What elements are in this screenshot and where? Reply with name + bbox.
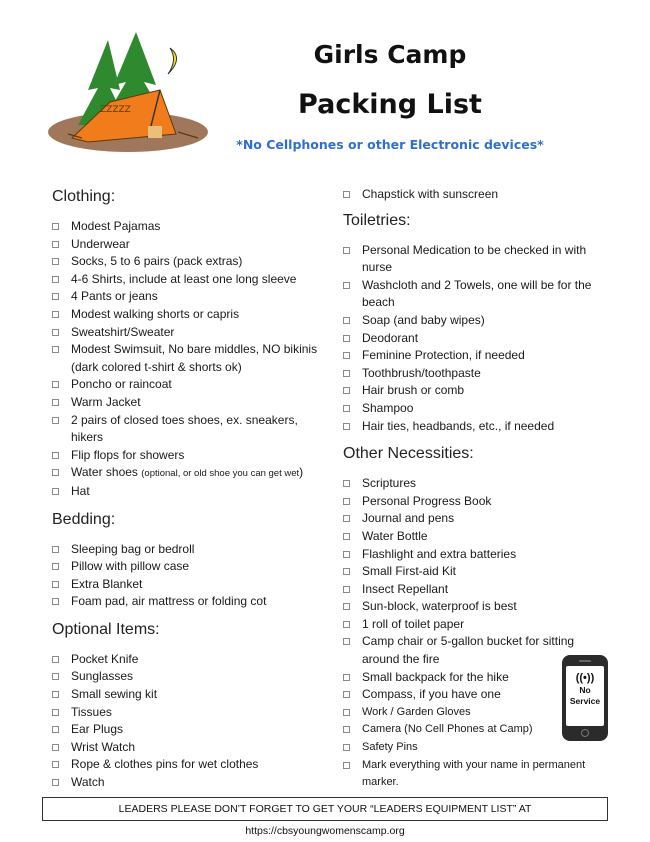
checkbox-icon[interactable]: [343, 551, 350, 558]
page-title-line1: Girls Camp: [313, 40, 467, 69]
left-column: [52, 186, 322, 800]
phone-speaker-icon: [579, 660, 591, 662]
checkbox-icon[interactable]: [343, 317, 350, 324]
item-note: (optional, or old shoe you can get wet: [141, 468, 300, 480]
checkbox-icon[interactable]: [343, 744, 350, 751]
checkbox-icon[interactable]: [52, 276, 59, 283]
checkbox-icon[interactable]: [52, 417, 59, 424]
checkbox-icon[interactable]: [52, 709, 59, 716]
checkbox-icon[interactable]: [343, 621, 350, 628]
checklist-item[interactable]: Pocket Knife: [52, 651, 322, 669]
checkbox-icon[interactable]: [52, 563, 59, 570]
checkbox-icon[interactable]: [343, 480, 350, 487]
checkbox-icon[interactable]: [52, 452, 59, 459]
section-toiletries: [343, 210, 608, 436]
section-heading: Toiletries:: [343, 211, 411, 229]
checkbox-icon[interactable]: [52, 761, 59, 768]
checkbox-icon[interactable]: [343, 709, 350, 716]
checklist-item[interactable]: Underwear: [52, 236, 322, 254]
checklist-item[interactable]: Deodorant: [343, 330, 608, 348]
checklist-item[interactable]: Flashlight and extra batteries: [343, 546, 608, 564]
no-electronics-notice: *No Cellphones or other Electronic devices*: [236, 137, 544, 152]
checkbox-icon[interactable]: [52, 656, 59, 663]
checkbox-icon[interactable]: [343, 586, 350, 593]
checklist-item[interactable]: Personal Progress Book: [343, 493, 608, 511]
tent-campsite-clipart: [48, 30, 218, 155]
checkbox-icon[interactable]: [343, 370, 350, 377]
phone-screen: ((•)) No Service: [566, 666, 604, 726]
checklist-item[interactable]: Sweatshirt/Sweater: [52, 324, 322, 342]
checkbox-icon[interactable]: [52, 381, 59, 388]
checkbox-icon[interactable]: [343, 568, 350, 575]
checklist-item[interactable]: Water shoes (optional, or old shoe you can get wet): [52, 464, 322, 483]
checklist-item[interactable]: Rope & clothes pins for wet clothes: [52, 756, 322, 774]
checklist: [52, 218, 322, 501]
checklist-item[interactable]: 2 pairs of closed toes shoes, ex. sneakers, hikers: [52, 412, 322, 447]
checklist-item[interactable]: Camp chair or 5-gallon bucket for sitting around the fire: [343, 633, 608, 668]
section-bedding: [52, 509, 322, 611]
antenna-signal-icon: ((•)): [575, 672, 595, 684]
checklist-item[interactable]: Pillow with pillow case: [52, 558, 322, 576]
checkbox-icon[interactable]: [343, 352, 350, 359]
section-heading: Optional Items:: [52, 620, 160, 638]
checkbox-icon[interactable]: [343, 335, 350, 342]
section-heading: Clothing:: [52, 188, 116, 205]
section-heading: Other Necessities:: [343, 445, 474, 463]
checkbox-icon[interactable]: [343, 498, 350, 505]
checklist-item[interactable]: Watch: [52, 774, 322, 792]
svg-text:ZZZZZ: ZZZZZ: [100, 105, 131, 115]
checklist: [343, 242, 608, 436]
checkbox-icon[interactable]: [52, 223, 59, 230]
checkbox-icon[interactable]: [343, 515, 350, 522]
section-clothing: [52, 186, 322, 501]
checklist-item[interactable]: 4-6 Shirts, include at least one long sleeve: [52, 271, 322, 289]
checkbox-icon[interactable]: [52, 546, 59, 553]
checkbox-icon[interactable]: [343, 387, 350, 394]
checklist-item[interactable]: Small sewing kit: [52, 686, 322, 704]
checkbox-icon[interactable]: [52, 673, 59, 680]
checkbox-icon[interactable]: [343, 726, 350, 733]
checklist-item[interactable]: Foam pad, air mattress or folding cot: [52, 593, 322, 611]
checkbox-icon[interactable]: [343, 405, 350, 412]
checklist-item[interactable]: Mark everything with your name in permanent marker.: [343, 757, 617, 792]
checklist-item[interactable]: Water Bottle: [343, 528, 608, 546]
checkbox-icon[interactable]: [52, 311, 59, 318]
checklist-item[interactable]: Flip flops for showers: [52, 447, 322, 465]
checklist-item[interactable]: Small backpack for the hike: [343, 669, 608, 687]
checkbox-icon[interactable]: [343, 282, 350, 289]
checklist-item[interactable]: Small First-aid Kit: [343, 563, 608, 581]
checkbox-icon[interactable]: [343, 674, 350, 681]
page-title-line2: Packing List: [298, 89, 482, 120]
checkbox-icon[interactable]: [52, 744, 59, 751]
checklist-item[interactable]: Washcloth and 2 Towels, one will be for the beach: [343, 277, 608, 312]
checkbox-icon[interactable]: [52, 598, 59, 605]
checkbox-icon[interactable]: [343, 762, 350, 769]
leaders-notice-footer: LEADERS PLEASE DON’T FORGET TO GET YOUR “LEADERS EQUIPMENT LIST” AT https://cbsyoungwomenscamp.org: [42, 797, 608, 821]
checklist-item[interactable]: Hat: [52, 483, 322, 501]
checklist-item[interactable]: Extra Blanket: [52, 576, 322, 594]
checklist-item[interactable]: Chapstick with sunscreen: [343, 186, 608, 204]
checklist-item[interactable]: Hair ties, headbands, etc., if needed: [343, 418, 608, 436]
checklist-item[interactable]: Sunglasses: [52, 668, 322, 686]
checkbox-icon[interactable]: [52, 329, 59, 336]
checklist-item[interactable]: Sun-block, waterproof is best: [343, 598, 608, 616]
section-heading: Bedding:: [52, 510, 116, 528]
checkbox-icon[interactable]: [52, 691, 59, 698]
checklist-item[interactable]: Poncho or raincoat: [52, 376, 322, 394]
checklist-item[interactable]: Socks, 5 to 6 pairs (pack extras): [52, 253, 322, 271]
checklist-item[interactable]: Sleeping bag or bedroll: [52, 541, 322, 559]
checklist-item[interactable]: Personal Medication to be checked in with nurse: [343, 242, 608, 277]
checklist-item[interactable]: 4 Pants or jeans: [52, 288, 322, 306]
checklist-item[interactable]: Hair brush or comb: [343, 382, 608, 400]
checklist-item[interactable]: Modest Swimsuit, No bare middles, NO bikinis (dark colored t-shirt & shorts ok): [52, 341, 322, 376]
checklist-item[interactable]: Safety Pins: [343, 739, 608, 757]
checklist-item[interactable]: Feminine Protection, if needed: [343, 347, 608, 365]
section-optional-items: [52, 619, 322, 792]
checklist-item[interactable]: Compass, if you have one: [343, 686, 608, 704]
checklist-item[interactable]: Modest walking shorts or capris: [52, 306, 322, 324]
checkbox-icon[interactable]: [343, 603, 350, 610]
checkbox-icon[interactable]: [52, 581, 59, 588]
checklist: [52, 541, 322, 611]
checkbox-icon[interactable]: [343, 423, 350, 430]
checklist-item[interactable]: Wrist Watch: [52, 739, 322, 757]
checklist-item[interactable]: Warm Jacket: [52, 394, 322, 412]
checkbox-icon[interactable]: [52, 241, 59, 248]
checklist-item[interactable]: Ear Plugs: [52, 721, 322, 739]
checklist-item[interactable]: 1 roll of toilet paper: [343, 616, 608, 634]
checkbox-icon[interactable]: [52, 293, 59, 300]
checklist-item[interactable]: Work / Garden Gloves: [343, 704, 608, 722]
checkbox-icon[interactable]: [343, 638, 350, 645]
checklist-item[interactable]: Camera (No Cell Phones at Camp): [343, 721, 608, 739]
phone-home-button-icon: [581, 729, 589, 737]
checklist: [343, 475, 608, 792]
checkbox-icon[interactable]: [343, 191, 350, 198]
checkbox-icon[interactable]: [52, 726, 59, 733]
checklist-item[interactable]: Shampoo: [343, 400, 608, 418]
checkbox-icon[interactable]: [52, 779, 59, 786]
no-service-phone-graphic: [562, 655, 608, 741]
checkbox-icon[interactable]: [52, 469, 59, 476]
checkbox-icon[interactable]: [343, 691, 350, 698]
checklist: [52, 651, 322, 792]
checklist-item[interactable]: Insect Repellant: [343, 581, 608, 599]
checklist-item[interactable]: Scriptures: [343, 475, 608, 493]
checkbox-icon[interactable]: [52, 488, 59, 495]
checkbox-icon[interactable]: [52, 399, 59, 406]
checkbox-icon[interactable]: [52, 258, 59, 265]
checklist-item[interactable]: Toothbrush/toothpaste: [343, 365, 608, 383]
checklist-item[interactable]: Journal and pens: [343, 510, 608, 528]
checkbox-icon[interactable]: [343, 533, 350, 540]
checklist-item[interactable]: Tissues: [52, 704, 322, 722]
checkbox-icon[interactable]: [52, 346, 59, 353]
checklist: [343, 186, 608, 204]
checkbox-icon[interactable]: [343, 247, 350, 254]
checklist-item[interactable]: Soap (and baby wipes): [343, 312, 608, 330]
checklist-item[interactable]: Modest Pajamas: [52, 218, 322, 236]
